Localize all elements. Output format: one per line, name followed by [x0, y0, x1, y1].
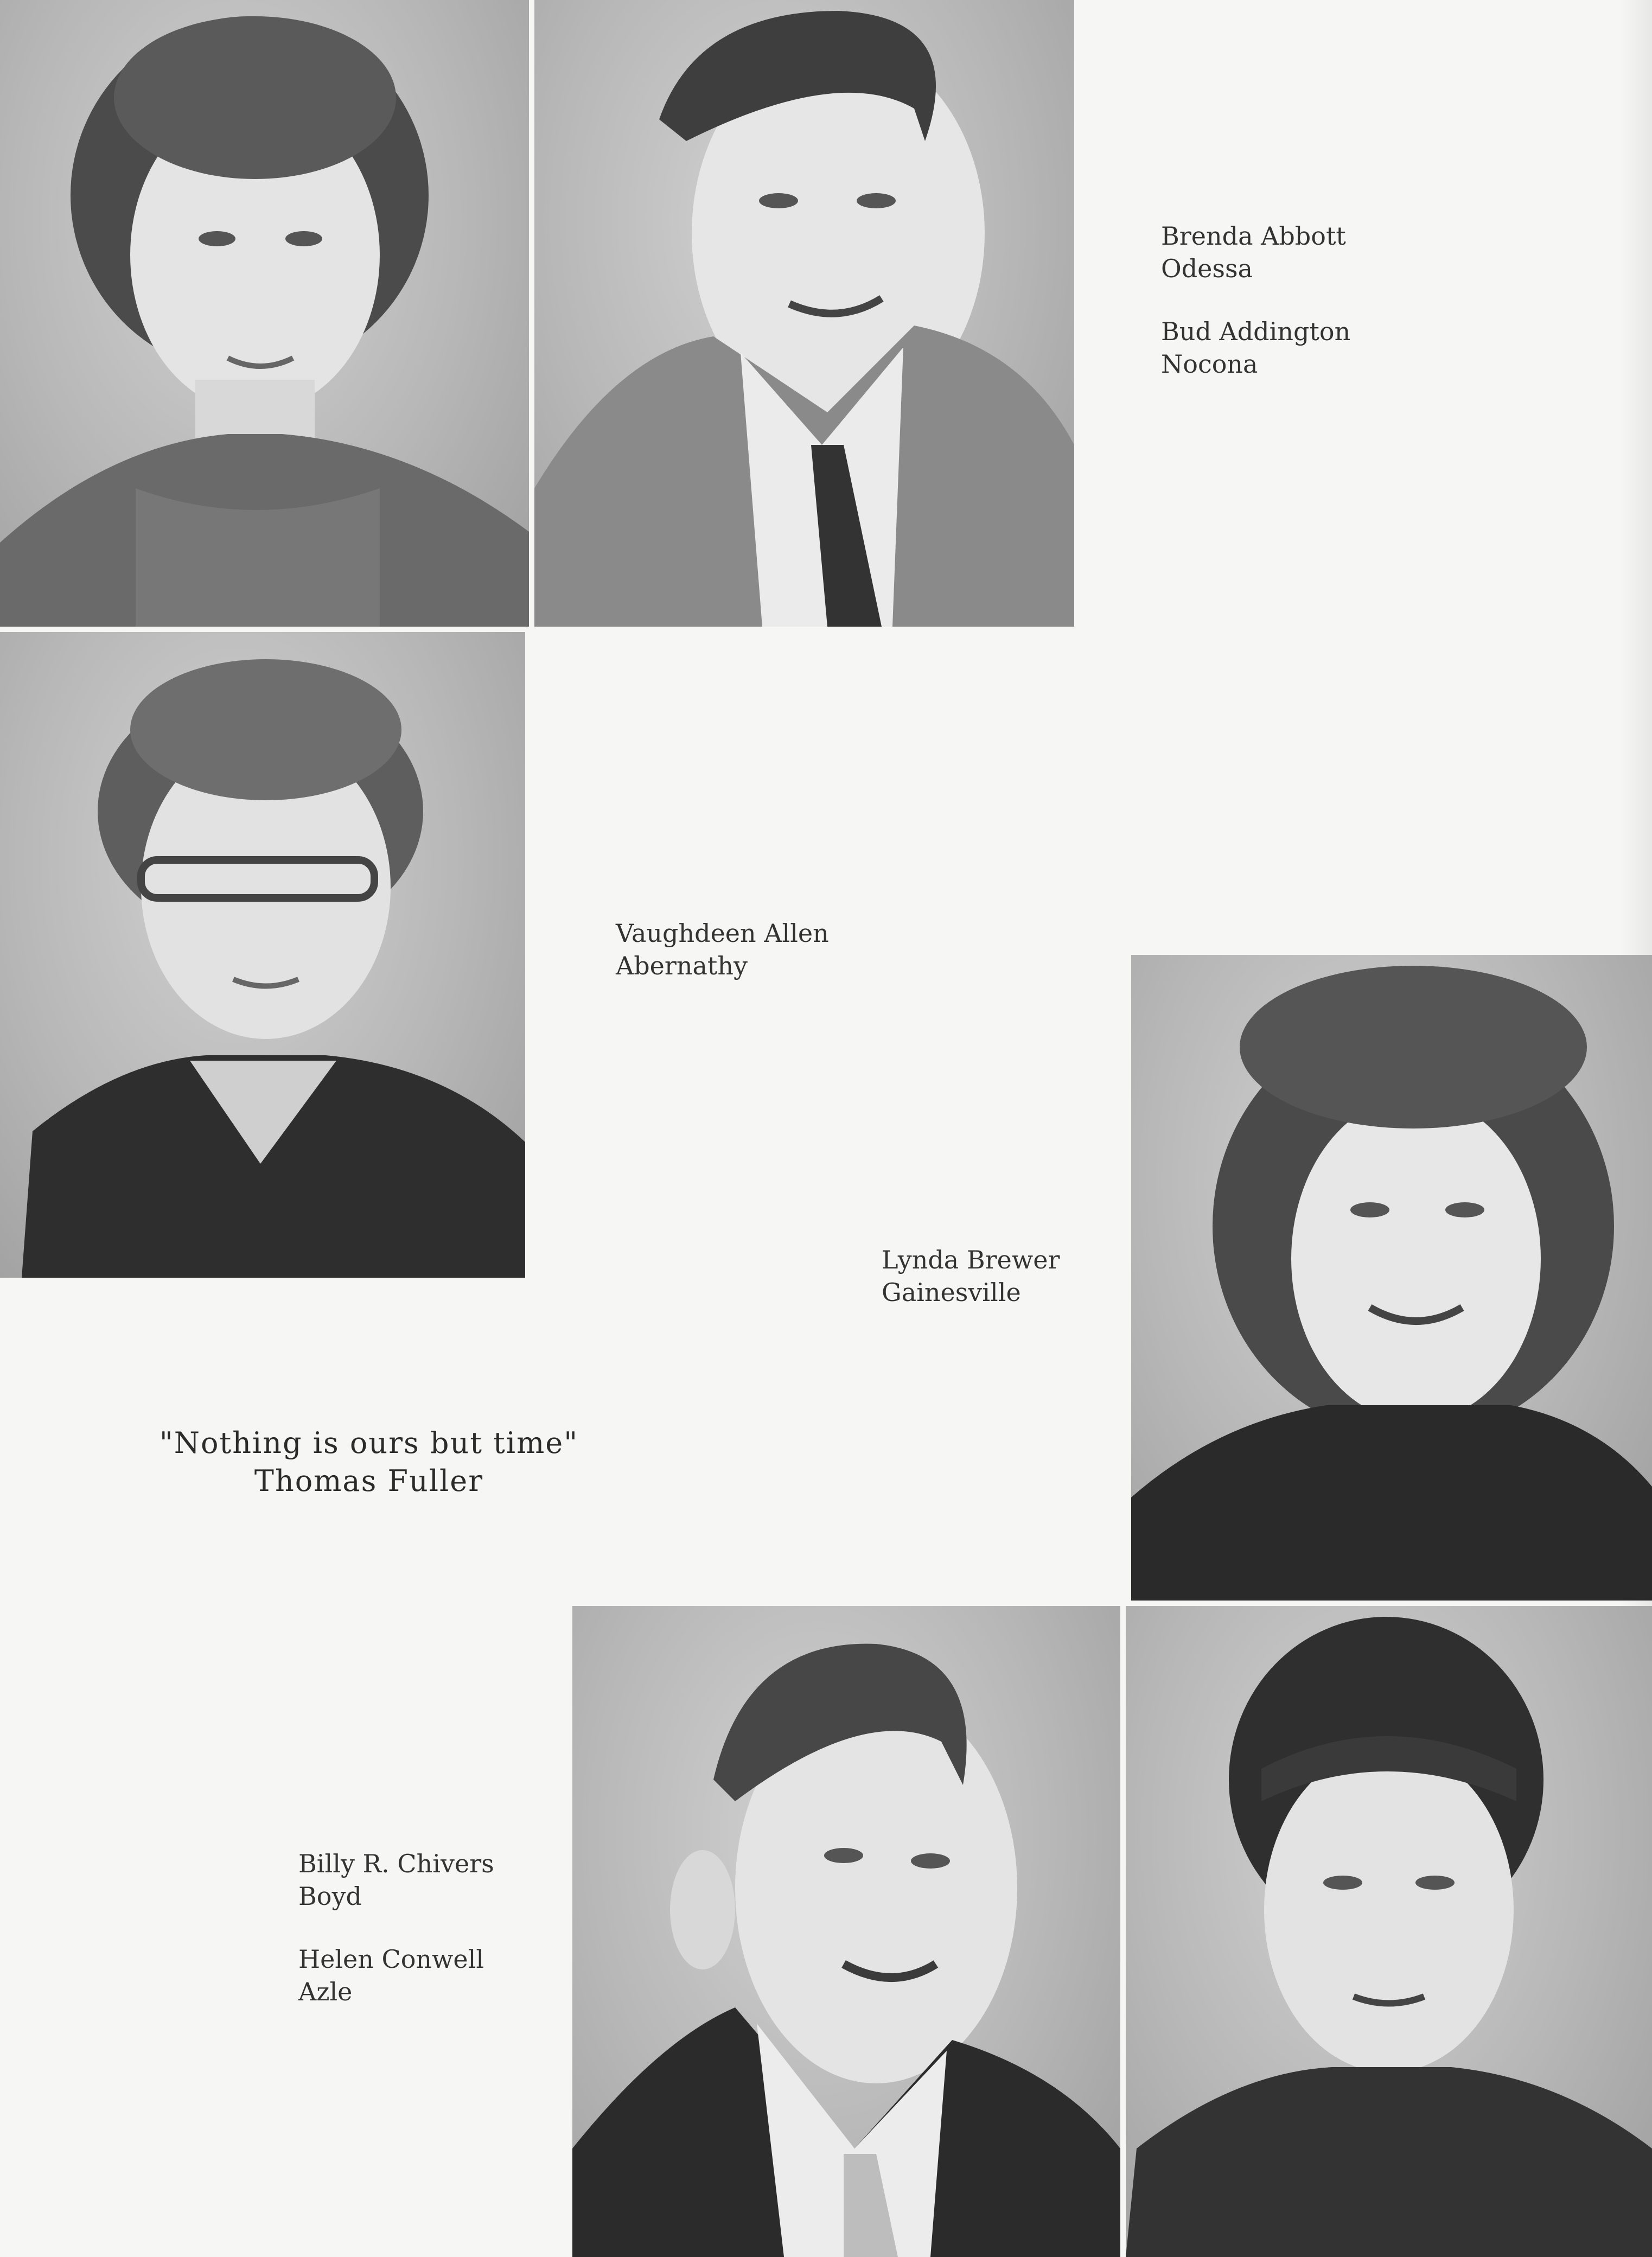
portrait-billy-r-chivers [572, 1606, 1120, 2257]
quote-block [98, 1424, 640, 1500]
quote-author: Thomas Fuller [254, 1464, 484, 1498]
student-hometown: Odessa [1161, 254, 1253, 283]
quote-text: "Nothing is ours but time" [159, 1426, 579, 1460]
student-name: Bud Addington [1161, 317, 1351, 346]
student-hometown: Nocona [1161, 349, 1258, 379]
student-hometown: Abernathy [616, 951, 748, 980]
student-hometown: Gainesville [882, 1278, 1021, 1307]
portrait-lynda-brewer [1131, 955, 1652, 1601]
student-name: Helen Conwell [298, 1944, 484, 1974]
portrait-bud-addington [534, 0, 1074, 627]
student-name: Vaughdeen Allen [616, 919, 829, 948]
student-name: Brenda Abbott [1161, 221, 1346, 251]
student-name: Lynda Brewer [882, 1245, 1060, 1274]
portrait-brenda-abbott [0, 0, 529, 627]
student-name: Billy R. Chivers [298, 1849, 494, 1878]
caption-group-abbott-addington [1161, 220, 1350, 380]
caption-group-chivers-conwell [298, 1847, 494, 2008]
caption-allen [616, 917, 829, 982]
student-hometown: Azle [298, 1977, 353, 2006]
student-hometown: Boyd [298, 1882, 362, 1911]
portrait-vaughdeen-allen [0, 632, 525, 1278]
portrait-helen-conwell [1126, 1606, 1652, 2257]
caption-brewer [882, 1244, 1060, 1309]
